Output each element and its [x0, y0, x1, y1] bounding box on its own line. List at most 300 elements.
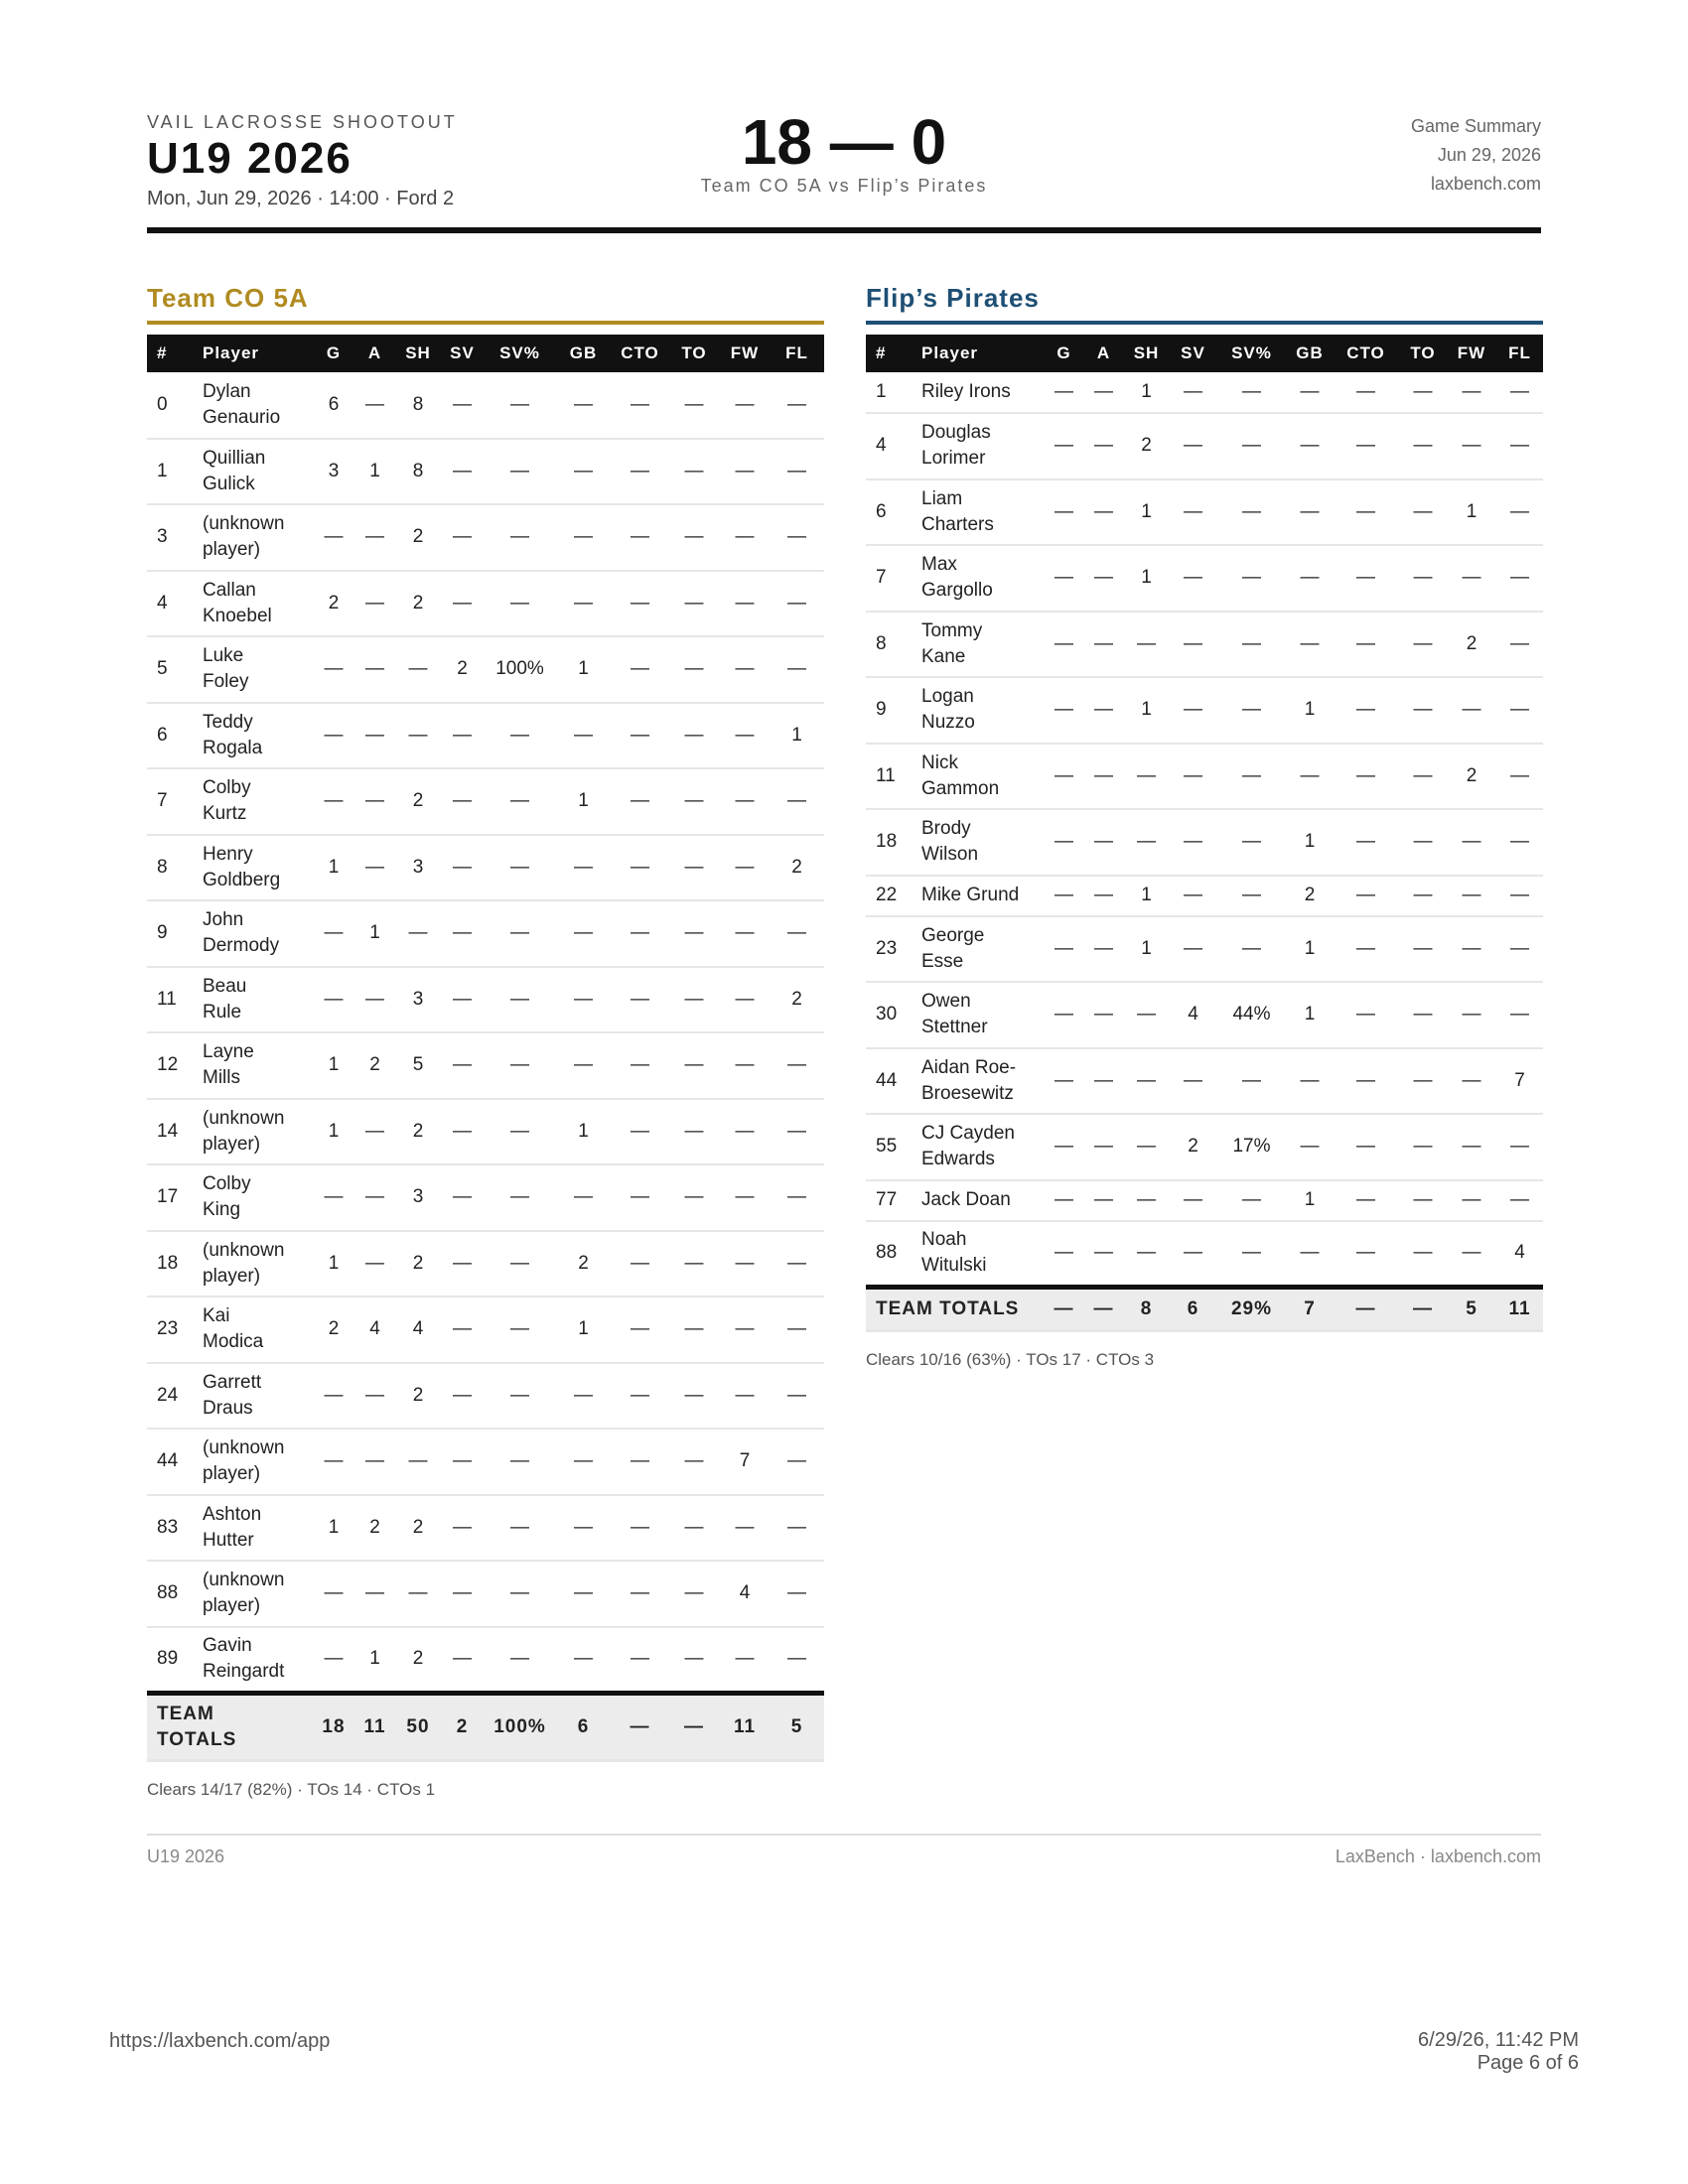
stat-cell: —: [396, 703, 440, 769]
player-name-line: John: [203, 909, 244, 931]
player-name: [914, 1114, 1044, 1180]
player-name-line: Dylan: [203, 380, 251, 402]
stat-cell: —: [555, 439, 612, 505]
stat-cell: 1: [314, 1231, 353, 1297]
jersey-number: 9: [866, 677, 914, 744]
stat-cell: 3: [396, 1164, 440, 1231]
stat-cell: —: [1084, 916, 1123, 983]
stat-cell: 3: [314, 439, 353, 505]
stat-cell: —: [668, 1032, 720, 1099]
stat-cell: —: [485, 1495, 555, 1562]
stat-cell: —: [555, 703, 612, 769]
totals-cell: 100%: [485, 1693, 555, 1760]
totals-cell: —: [1399, 1287, 1447, 1330]
jersey-number: 5: [147, 636, 195, 703]
column-header: SH: [396, 335, 440, 372]
stat-cell: —: [440, 1495, 485, 1562]
player-name-line: Witulski: [921, 1255, 987, 1276]
stat-cell: —: [612, 372, 668, 439]
stat-cell: —: [314, 900, 353, 967]
stat-cell: —: [612, 835, 668, 901]
stat-cell: —: [314, 703, 353, 769]
stat-cell: —: [485, 1099, 555, 1165]
stat-cell: 1: [1123, 545, 1170, 612]
player-name: [195, 768, 314, 835]
stat-cell: —: [314, 1164, 353, 1231]
stat-cell: —: [770, 1032, 824, 1099]
stat-cell: —: [440, 1363, 485, 1430]
stat-cell: —: [314, 1429, 353, 1495]
totals-cell: 6: [555, 1693, 612, 1760]
stat-cell: —: [440, 1561, 485, 1627]
stat-cell: 2: [396, 1363, 440, 1430]
stat-cell: —: [720, 1231, 770, 1297]
player-row: [147, 1297, 824, 1363]
stat-cell: —: [353, 1164, 396, 1231]
player-name: [195, 1297, 314, 1363]
stat-cell: —: [1170, 744, 1216, 810]
stat-cell: —: [555, 967, 612, 1033]
player-name: [914, 612, 1044, 678]
stat-cell: 4: [1496, 1221, 1543, 1288]
stat-cell: —: [485, 1561, 555, 1627]
jersey-number: 77: [866, 1180, 914, 1221]
stat-cell: 100%: [485, 636, 555, 703]
stat-cell: —: [770, 768, 824, 835]
stat-cell: —: [1084, 982, 1123, 1048]
stat-cell: —: [612, 1429, 668, 1495]
jersey-number: 4: [866, 413, 914, 479]
player-row: [147, 1032, 824, 1099]
stat-cell: 1: [353, 900, 396, 967]
player-name: [195, 900, 314, 967]
stat-cell: —: [314, 1561, 353, 1627]
player-name-line: Lorimer: [921, 448, 986, 470]
stat-cell: —: [612, 967, 668, 1033]
stat-cell: —: [668, 1363, 720, 1430]
stat-cell: —: [1084, 876, 1123, 916]
player-name: [914, 545, 1044, 612]
stat-cell: —: [668, 1164, 720, 1231]
stat-cell: —: [668, 1495, 720, 1562]
stat-cell: —: [555, 835, 612, 901]
player-name-line: Aidan Roe-: [921, 1056, 1017, 1078]
stat-cell: —: [612, 571, 668, 637]
stat-cell: —: [555, 1561, 612, 1627]
column-header: G: [314, 335, 353, 372]
player-name-line: Reingardt: [203, 1661, 285, 1682]
stat-cell: —: [668, 1429, 720, 1495]
jersey-number: 18: [866, 809, 914, 876]
stat-cell: —: [314, 967, 353, 1033]
player-name-line: Callan: [203, 579, 256, 601]
stat-cell: —: [1447, 413, 1496, 479]
stat-cell: —: [1216, 1180, 1287, 1221]
player-row: [866, 372, 1543, 413]
jersey-number: 6: [866, 479, 914, 546]
stat-cell: —: [720, 439, 770, 505]
stat-cell: —: [1333, 1221, 1399, 1288]
jersey-number: 24: [147, 1363, 195, 1430]
stat-cell: 2: [770, 835, 824, 901]
stat-cell: —: [1496, 372, 1543, 413]
stat-cell: —: [612, 1164, 668, 1231]
totals-cell: 11: [353, 1693, 396, 1760]
stat-cell: —: [1399, 372, 1447, 413]
stat-cell: —: [1287, 545, 1333, 612]
totals-cell: 2: [440, 1693, 485, 1760]
player-name-line: Jack Doan: [921, 1189, 1011, 1210]
player-name: [195, 636, 314, 703]
stat-cell: —: [612, 1231, 668, 1297]
stat-cell: —: [770, 1363, 824, 1430]
stat-cell: —: [1216, 916, 1287, 983]
stat-cell: —: [668, 967, 720, 1033]
stat-cell: —: [612, 1297, 668, 1363]
player-name-line: (unknown: [203, 513, 285, 535]
stat-cell: —: [440, 1297, 485, 1363]
stat-cell: —: [1044, 1114, 1084, 1180]
stat-cell: 2: [396, 1231, 440, 1297]
jersey-number: 55: [866, 1114, 914, 1180]
stat-cell: 7: [720, 1429, 770, 1495]
totals-label: [147, 1693, 314, 1760]
player-name-line: Kane: [921, 645, 966, 667]
stat-cell: —: [440, 703, 485, 769]
stat-cell: —: [770, 1099, 824, 1165]
stat-cell: —: [353, 703, 396, 769]
player-name-line: Draus: [203, 1397, 253, 1419]
stat-cell: —: [612, 768, 668, 835]
stat-cell: —: [1287, 1048, 1333, 1115]
stat-cell: —: [1084, 744, 1123, 810]
stat-cell: —: [353, 571, 396, 637]
stat-cell: —: [1216, 612, 1287, 678]
stat-cell: —: [1399, 545, 1447, 612]
stat-cell: —: [555, 1363, 612, 1430]
stat-cell: —: [770, 1429, 824, 1495]
team-b-footnote: Clears 10/16 (63%) · TOs 17 · CTOs 3: [866, 1349, 1155, 1369]
player-row: [147, 1495, 824, 1562]
player-row: [147, 1627, 824, 1694]
stat-cell: —: [770, 1495, 824, 1562]
stat-cell: —: [440, 1627, 485, 1694]
stat-cell: —: [720, 703, 770, 769]
stat-cell: —: [1496, 916, 1543, 983]
player-name-line: Genaurio: [203, 406, 281, 428]
jersey-number: 44: [147, 1429, 195, 1495]
stat-cell: —: [485, 1231, 555, 1297]
totals-cell: 29%: [1216, 1287, 1287, 1330]
player-name: [195, 504, 314, 571]
stat-cell: —: [1333, 1048, 1399, 1115]
player-name-line: Broesewitz: [921, 1082, 1014, 1104]
jersey-number: 11: [866, 744, 914, 810]
stat-cell: —: [1216, 1048, 1287, 1115]
player-row: [147, 1231, 824, 1297]
stat-cell: —: [1333, 479, 1399, 546]
jersey-number: 23: [147, 1297, 195, 1363]
stat-cell: —: [1399, 1180, 1447, 1221]
stat-cell: —: [1044, 809, 1084, 876]
player-name-line: Beau: [203, 975, 247, 997]
stat-cell: —: [612, 1627, 668, 1694]
stat-cell: —: [1123, 809, 1170, 876]
stat-cell: —: [1216, 876, 1287, 916]
stat-cell: 2: [314, 571, 353, 637]
stat-cell: —: [1216, 677, 1287, 744]
stat-cell: —: [440, 900, 485, 967]
jersey-number: 22: [866, 876, 914, 916]
stat-cell: 1: [1123, 916, 1170, 983]
stat-cell: —: [440, 571, 485, 637]
stat-cell: —: [1216, 372, 1287, 413]
stat-cell: —: [1170, 916, 1216, 983]
stat-cell: 1: [1123, 876, 1170, 916]
stat-cell: —: [1044, 916, 1084, 983]
stat-cell: —: [668, 1561, 720, 1627]
final-score: 18 — 0: [741, 106, 947, 178]
stat-cell: —: [668, 439, 720, 505]
jersey-number: 6: [147, 703, 195, 769]
stat-cell: —: [1044, 677, 1084, 744]
stat-cell: —: [440, 372, 485, 439]
stat-cell: —: [1216, 479, 1287, 546]
column-header: SV%: [1216, 335, 1287, 372]
player-name-line: Foley: [203, 671, 249, 693]
stat-cell: 2: [353, 1032, 396, 1099]
summary-info: [1411, 112, 1541, 199]
player-name-line: Modica: [203, 1331, 264, 1353]
column-header: #: [147, 335, 195, 372]
stat-cell: 2: [396, 504, 440, 571]
player-name-line: Teddy: [203, 711, 253, 733]
stat-cell: —: [485, 900, 555, 967]
stat-cell: —: [1399, 1114, 1447, 1180]
stat-cell: 1: [353, 439, 396, 505]
jersey-number: 14: [147, 1099, 195, 1165]
player-name-line: (unknown: [203, 1437, 285, 1459]
stat-cell: —: [1170, 809, 1216, 876]
player-name-line: player): [203, 1133, 261, 1155]
stat-cell: —: [353, 636, 396, 703]
player-name-line: Riley Irons: [921, 381, 1011, 402]
player-name: [914, 1180, 1044, 1221]
player-name-line: Charters: [921, 513, 994, 535]
team-a-stats-table: [147, 335, 824, 1762]
stat-cell: —: [1333, 744, 1399, 810]
stat-cell: 1: [1123, 372, 1170, 413]
player-name: [195, 571, 314, 637]
jersey-number: 8: [147, 835, 195, 901]
jersey-number: 11: [147, 967, 195, 1033]
stat-cell: —: [440, 504, 485, 571]
jersey-number: 23: [866, 916, 914, 983]
player-row: [866, 1114, 1543, 1180]
team-a-section: [147, 281, 824, 1800]
stat-cell: —: [485, 835, 555, 901]
player-name: [914, 982, 1044, 1048]
summary-header: [147, 104, 1541, 233]
column-header: TO: [1399, 335, 1447, 372]
player-name: [914, 809, 1044, 876]
stat-cell: 1: [353, 1627, 396, 1694]
player-name: [195, 1099, 314, 1165]
matchup: Team CO 5A vs Flip’s Pirates: [700, 176, 988, 196]
event-name: VAIL LACROSSE SHOOTOUT: [147, 112, 458, 132]
stat-cell: —: [1084, 1048, 1123, 1115]
stat-cell: —: [353, 1561, 396, 1627]
stat-cell: —: [1333, 612, 1399, 678]
stat-cell: —: [1287, 612, 1333, 678]
stat-cell: —: [1216, 1221, 1287, 1288]
stat-cell: —: [1123, 612, 1170, 678]
stat-cell: —: [1333, 876, 1399, 916]
stat-cell: —: [770, 504, 824, 571]
stat-cell: 1: [1123, 479, 1170, 546]
player-name: [195, 1627, 314, 1694]
print-stamp: [1418, 2029, 1579, 2075]
stat-cell: 2: [1447, 744, 1496, 810]
stat-cell: —: [720, 768, 770, 835]
jersey-number: 12: [147, 1032, 195, 1099]
stat-cell: —: [1123, 982, 1170, 1048]
player-row: [147, 1099, 824, 1165]
stat-cell: —: [668, 571, 720, 637]
player-name-line: (unknown: [203, 1570, 285, 1591]
stat-cell: —: [1447, 677, 1496, 744]
player-name-line: Rule: [203, 1001, 242, 1023]
column-header: GB: [555, 335, 612, 372]
stat-cell: 2: [314, 1297, 353, 1363]
stat-cell: —: [1123, 1114, 1170, 1180]
stat-cell: —: [1399, 1221, 1447, 1288]
player-row: [147, 835, 824, 901]
stat-cell: —: [1044, 372, 1084, 413]
jersey-number: 1: [866, 372, 914, 413]
team-a-footnote: Clears 14/17 (82%) · TOs 14 · CTOs 1: [147, 1779, 436, 1799]
player-name-line: Esse: [921, 950, 964, 972]
stat-cell: —: [1170, 1221, 1216, 1288]
player-name: [914, 372, 1044, 413]
stat-cell: —: [1399, 916, 1447, 983]
stat-cell: —: [1170, 677, 1216, 744]
player-row: [147, 768, 824, 835]
stat-cell: —: [1333, 1180, 1399, 1221]
stat-cell: —: [1287, 479, 1333, 546]
player-name-line: George: [921, 924, 985, 946]
player-row: [147, 1363, 824, 1430]
stat-cell: —: [440, 967, 485, 1033]
player-name: [195, 372, 314, 439]
column-header: FW: [1447, 335, 1496, 372]
stat-cell: —: [1216, 809, 1287, 876]
jersey-number: 7: [866, 545, 914, 612]
stat-cell: —: [1496, 1114, 1543, 1180]
player-row: [866, 744, 1543, 810]
footer-division: U19 2026: [147, 1846, 225, 1866]
totals-label-line: TOTALS: [157, 1728, 237, 1750]
player-row: [866, 413, 1543, 479]
stat-cell: —: [396, 1429, 440, 1495]
stat-cell: —: [1084, 809, 1123, 876]
player-name: [914, 1048, 1044, 1115]
player-name: [914, 876, 1044, 916]
stat-cell: —: [668, 372, 720, 439]
stat-cell: 1: [555, 768, 612, 835]
column-header: Player: [914, 335, 1044, 372]
player-name-line: Stettner: [921, 1017, 988, 1038]
stat-cell: —: [314, 768, 353, 835]
stat-cell: —: [1123, 1180, 1170, 1221]
player-name-line: King: [203, 1199, 241, 1221]
stat-cell: 4: [353, 1297, 396, 1363]
column-header: GB: [1287, 335, 1333, 372]
player-row: [866, 479, 1543, 546]
stat-cell: —: [668, 636, 720, 703]
totals-cell: 8: [1123, 1287, 1170, 1330]
column-header: G: [1044, 335, 1084, 372]
stat-cell: —: [440, 1231, 485, 1297]
jersey-number: 83: [147, 1495, 195, 1562]
stat-cell: —: [1496, 876, 1543, 916]
player-name-line: Brody: [921, 818, 971, 840]
print-timestamp: 6/29/26, 11:42 PM: [1418, 2029, 1579, 2051]
stat-cell: —: [1447, 545, 1496, 612]
stat-cell: —: [1044, 744, 1084, 810]
stat-cell: —: [485, 967, 555, 1033]
player-name: [914, 744, 1044, 810]
stat-cell: —: [1170, 413, 1216, 479]
stat-cell: —: [668, 703, 720, 769]
stat-cell: —: [1447, 1180, 1496, 1221]
jersey-number: 4: [147, 571, 195, 637]
stat-cell: —: [1399, 413, 1447, 479]
team-totals-row: [866, 1287, 1543, 1330]
stat-cell: —: [1044, 982, 1084, 1048]
stat-cell: —: [1084, 1180, 1123, 1221]
jersey-number: 30: [866, 982, 914, 1048]
stat-cell: —: [770, 1164, 824, 1231]
player-name-line: CJ Cayden: [921, 1123, 1015, 1145]
stat-cell: 2: [1123, 413, 1170, 479]
stat-cell: —: [555, 571, 612, 637]
player-name-line: (unknown: [203, 1239, 285, 1261]
stat-cell: 2: [1170, 1114, 1216, 1180]
stat-cell: —: [353, 372, 396, 439]
stat-cell: —: [770, 636, 824, 703]
stat-cell: —: [485, 1297, 555, 1363]
player-name: [195, 1164, 314, 1231]
stat-cell: —: [1333, 372, 1399, 413]
column-header: CTO: [612, 335, 668, 372]
summary-date: Jun 29, 2026: [1437, 145, 1541, 165]
player-name-line: Gavin: [203, 1635, 252, 1656]
player-row: [866, 876, 1543, 916]
stat-cell: —: [353, 967, 396, 1033]
stat-cell: —: [1170, 372, 1216, 413]
stat-cell: —: [1447, 809, 1496, 876]
stat-cell: —: [555, 1164, 612, 1231]
stat-cell: —: [720, 571, 770, 637]
stat-cell: —: [612, 1099, 668, 1165]
stat-cell: —: [555, 1429, 612, 1495]
stat-cell: —: [1399, 744, 1447, 810]
column-header: SV: [1170, 335, 1216, 372]
stat-cell: —: [1084, 677, 1123, 744]
game-meta: Mon, Jun 29, 2026 · 14:00 · Ford 2: [147, 188, 455, 209]
player-row: [866, 545, 1543, 612]
